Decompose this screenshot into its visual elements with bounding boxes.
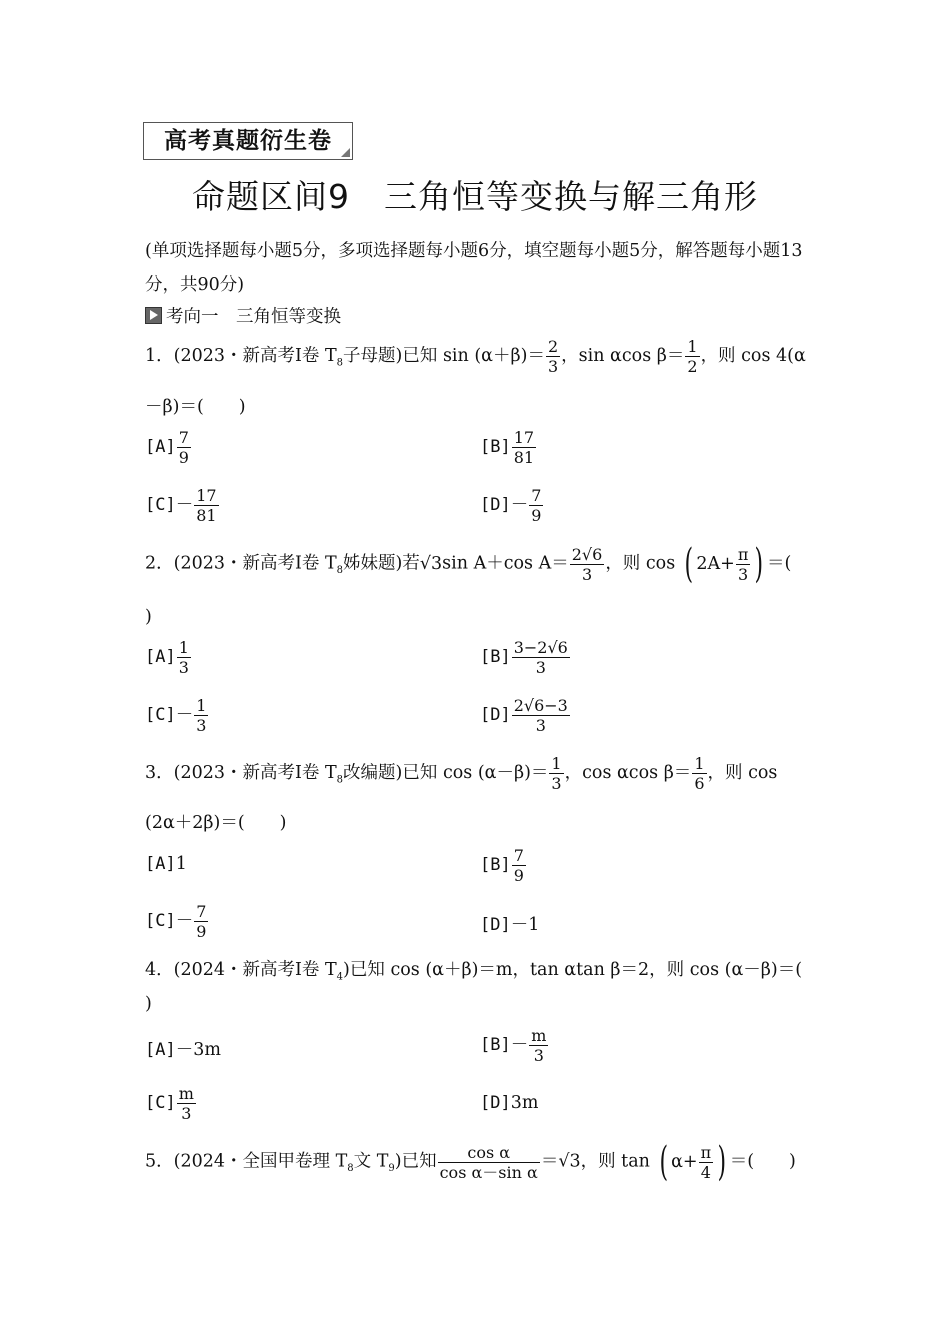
question-stem: ＝√3，则 tan [540, 1151, 650, 1172]
fraction [529, 486, 543, 525]
option-text: －3m [175, 1040, 221, 1060]
question-5: 5．(2024・全国甲卷理 $T_8$文 $T_9$)已知 $\frac{\text{cos α}}{\text{cos α－sin α}}$ ＝√3，则 tan ( α+ $\frac{\pi}{4}$ ) ＝( ) [145, 1139, 796, 1185]
numerator: 1 [196, 696, 207, 715]
denominator: 3 [581, 564, 593, 584]
q3-option-b[interactable] [480, 846, 527, 885]
exam-banner [143, 122, 353, 160]
question-3-line-2: (2α＋2β)＝( ) [145, 813, 287, 833]
question-stem: 已知 cos (α＋β)＝m，tan αtan β＝2，则 cos (α－β)＝( [349, 960, 803, 980]
denominator: 9 [178, 448, 189, 467]
denominator: 3 [551, 774, 562, 793]
question-stem: 若 [402, 553, 420, 574]
option-label: [D] [480, 495, 511, 515]
q3-option-c[interactable] [145, 902, 209, 941]
scoring-note: (单项选择题每小题5分，多项选择题每小题6分，填空题每小题5分，解答题每小题13分，共90分) [145, 241, 803, 295]
q2-option-a[interactable] [145, 638, 192, 677]
banner-text: 高考真题衍生卷 [164, 127, 332, 154]
fraction [194, 486, 218, 525]
fraction [177, 638, 191, 677]
denominator: 4 [700, 1162, 711, 1182]
numerator: π [737, 544, 749, 564]
numerator: 2√6−3 [513, 696, 568, 715]
q1-option-b[interactable] [480, 428, 537, 467]
option-text: 1 [175, 854, 187, 874]
question-4-line-2: ) [145, 994, 152, 1014]
fraction [512, 428, 536, 467]
fraction [177, 1084, 196, 1123]
question-stem: ，sin αcos β＝ [561, 346, 685, 366]
numerator: 1 [694, 754, 705, 773]
source-subscript: 8 [347, 1163, 354, 1174]
source-subscript: 8 [336, 357, 344, 369]
option-sign: － [175, 911, 194, 931]
option-label: [B] [480, 647, 511, 667]
option-sign: － [510, 1035, 529, 1055]
option-label: [D] [480, 915, 511, 935]
q2-option-b[interactable] [480, 638, 571, 677]
option-label: [D] [480, 1093, 511, 1113]
option-label: [C] [145, 911, 176, 931]
question-source-tail: 改编题) [343, 763, 403, 783]
right-paren: ) [717, 1139, 727, 1185]
numerator: 1 [551, 754, 562, 773]
question-stem: sin A＋cos A＝ [442, 553, 569, 574]
question-source-tail: ) [343, 960, 350, 980]
question-source-tail: 姊妹题) [343, 553, 403, 574]
question-source: (2023・新高考Ⅰ卷 [173, 763, 320, 783]
fraction [699, 1143, 714, 1182]
question-stem: ，则 cos [707, 763, 778, 783]
section-label: 考向一 三角恒等变换 [166, 307, 341, 327]
question-1: 1．(2023・新高考Ⅰ卷 $T_8$子母题)已知 sin (α＋β)＝ $\frac{2}{3}$ ，sin αcos β＝ $\frac{1}{2}$ ，则 cos 4(α [145, 337, 806, 376]
left-paren: ( [659, 1139, 668, 1185]
option-label: [A] [145, 854, 176, 874]
option-label: [B] [480, 855, 511, 875]
source-subscript: 9 [388, 1163, 395, 1174]
option-sign: － [175, 495, 194, 515]
question-source-tail: ) [394, 1151, 402, 1172]
option-text: 3m [510, 1093, 539, 1113]
question-2: 2．(2023・新高考Ⅰ卷 $T_8$姊妹题)若√3sin A＋cos A＝ $\frac{2√6}{3}$ ，则 cos ( 2A+ $\frac{\pi}{3}$ ) ＝( [145, 541, 792, 587]
paren-expression: α+ [671, 1152, 698, 1172]
fraction [736, 545, 751, 584]
question-source: (2024・新高考Ⅰ卷 [173, 960, 320, 980]
numerator: 7 [196, 902, 207, 921]
denominator: 2 [687, 357, 698, 376]
question-stem: ＝( [766, 553, 792, 574]
q3-option-d[interactable] [480, 911, 539, 936]
denominator: 81 [513, 448, 535, 467]
question-stem: 已知 sin (α＋β)＝ [402, 346, 545, 366]
q2-option-d[interactable] [480, 696, 571, 735]
denominator: 3 [181, 1104, 192, 1123]
denominator: 3 [196, 716, 207, 735]
q4-option-d[interactable] [480, 1093, 538, 1113]
numerator: m [531, 1026, 547, 1045]
denominator: 9 [513, 866, 524, 885]
q1-option-a[interactable] [145, 428, 192, 467]
fraction [438, 1143, 540, 1182]
option-label: [B] [480, 1035, 511, 1055]
numerator: 1 [687, 337, 698, 356]
fraction [512, 638, 570, 677]
question-number: 2． [145, 553, 174, 574]
question-1-line-2: －β)＝( ) [145, 397, 246, 417]
q2-option-c[interactable] [145, 696, 209, 735]
question-2-line-2: ) [145, 607, 152, 627]
play-triangle-icon [145, 307, 162, 324]
question-source: (2023・新高考Ⅰ卷 [173, 553, 320, 574]
q1-option-d[interactable] [480, 486, 544, 525]
numerator: 7 [178, 428, 189, 447]
question-stem: ，则 cos 4(α [700, 346, 806, 366]
question-4: 4．(2024・新高考Ⅰ卷 $T_4$)已知 cos (α＋β)＝m，tan αtan β＝2，则 cos (α－β)＝( [145, 960, 803, 983]
question-source-mid: 文 [353, 1151, 372, 1172]
fraction [570, 545, 605, 584]
denominator: 6 [694, 774, 705, 793]
question-source: (2023・新高考Ⅰ卷 [173, 346, 320, 366]
source-subscript: 8 [336, 774, 344, 786]
numerator: 7 [531, 486, 542, 505]
denominator: 3 [535, 658, 546, 677]
question-stem: 已知 [401, 1151, 437, 1172]
denominator: 3 [535, 716, 546, 735]
option-sign: － [510, 495, 529, 515]
numerator: 17 [513, 428, 535, 447]
question-source-tail: 子母题) [343, 346, 403, 366]
q1-option-c[interactable] [145, 486, 220, 525]
square-root: √3 [419, 553, 443, 574]
q4-option-b[interactable] [480, 1026, 549, 1065]
question-number: 4． [145, 960, 174, 980]
numerator: 17 [196, 486, 217, 505]
fraction [546, 337, 560, 376]
fraction [692, 754, 706, 793]
option-label: [C] [145, 705, 176, 725]
denominator: 9 [531, 506, 542, 525]
denominator: 9 [196, 922, 207, 941]
option-label: [C] [145, 1093, 176, 1113]
fraction [549, 754, 563, 793]
question-number: 1． [145, 346, 174, 366]
section-heading [145, 305, 341, 329]
option-label: [C] [145, 495, 176, 515]
left-paren: ( [684, 541, 693, 587]
question-stem: ，cos αcos β＝ [564, 763, 692, 783]
fraction [177, 428, 191, 467]
q4-option-c[interactable] [145, 1084, 197, 1123]
numerator: 2 [547, 337, 559, 356]
question-stem: 已知 cos (α－β)＝ [402, 763, 549, 783]
numerator: 1 [178, 638, 189, 657]
option-label: [A] [145, 1040, 176, 1060]
question-stem: ，则 cos [605, 553, 676, 574]
source-subscript: 4 [336, 971, 344, 983]
question-number: 5． [145, 1151, 174, 1172]
question-3: 3．(2023・新高考Ⅰ卷 $T_8$改编题)已知 cos (α－β)＝ $\frac{1}{3}$ ，cos αcos β＝ $\frac{1}{6}$ ，则 cos [145, 754, 778, 793]
question-source: (2024・全国甲卷理 [173, 1151, 331, 1172]
option-label: [B] [480, 437, 511, 457]
option-label: [A] [145, 647, 176, 667]
fraction [512, 696, 570, 735]
numerator: 3−2√6 [513, 638, 568, 657]
paren-expression: 2A+ [696, 554, 735, 574]
q4-option-a[interactable] [145, 1036, 221, 1061]
option-text: －1 [510, 915, 540, 935]
right-paren: ) [754, 541, 764, 587]
numerator: cos α [438, 1143, 540, 1163]
banner-corner-mark [341, 148, 350, 157]
q3-option-a[interactable] [145, 854, 187, 874]
fraction [529, 1026, 548, 1065]
denominator: 81 [196, 506, 217, 525]
fraction [194, 696, 208, 735]
numerator: 7 [513, 846, 524, 865]
source-subscript: 8 [336, 565, 344, 576]
denominator: 3 [737, 564, 749, 584]
fraction [512, 846, 526, 885]
question-stem: ＝( ) [729, 1151, 796, 1172]
fraction [685, 337, 699, 376]
question-number: 3． [145, 763, 174, 783]
fraction [194, 902, 208, 941]
denominator: 3 [178, 658, 189, 677]
denominator: 3 [547, 357, 559, 376]
denominator: 3 [533, 1046, 544, 1065]
option-label: [D] [480, 705, 511, 725]
option-label: [A] [145, 437, 176, 457]
numerator: 2√6 [571, 544, 603, 564]
numerator: m [178, 1084, 194, 1103]
numerator: π [700, 1142, 712, 1162]
option-sign: － [175, 705, 194, 725]
page-title: 命题区间9 三角恒等变换与解三角形 [192, 177, 758, 216]
denominator: cos α－sin α [439, 1162, 538, 1182]
